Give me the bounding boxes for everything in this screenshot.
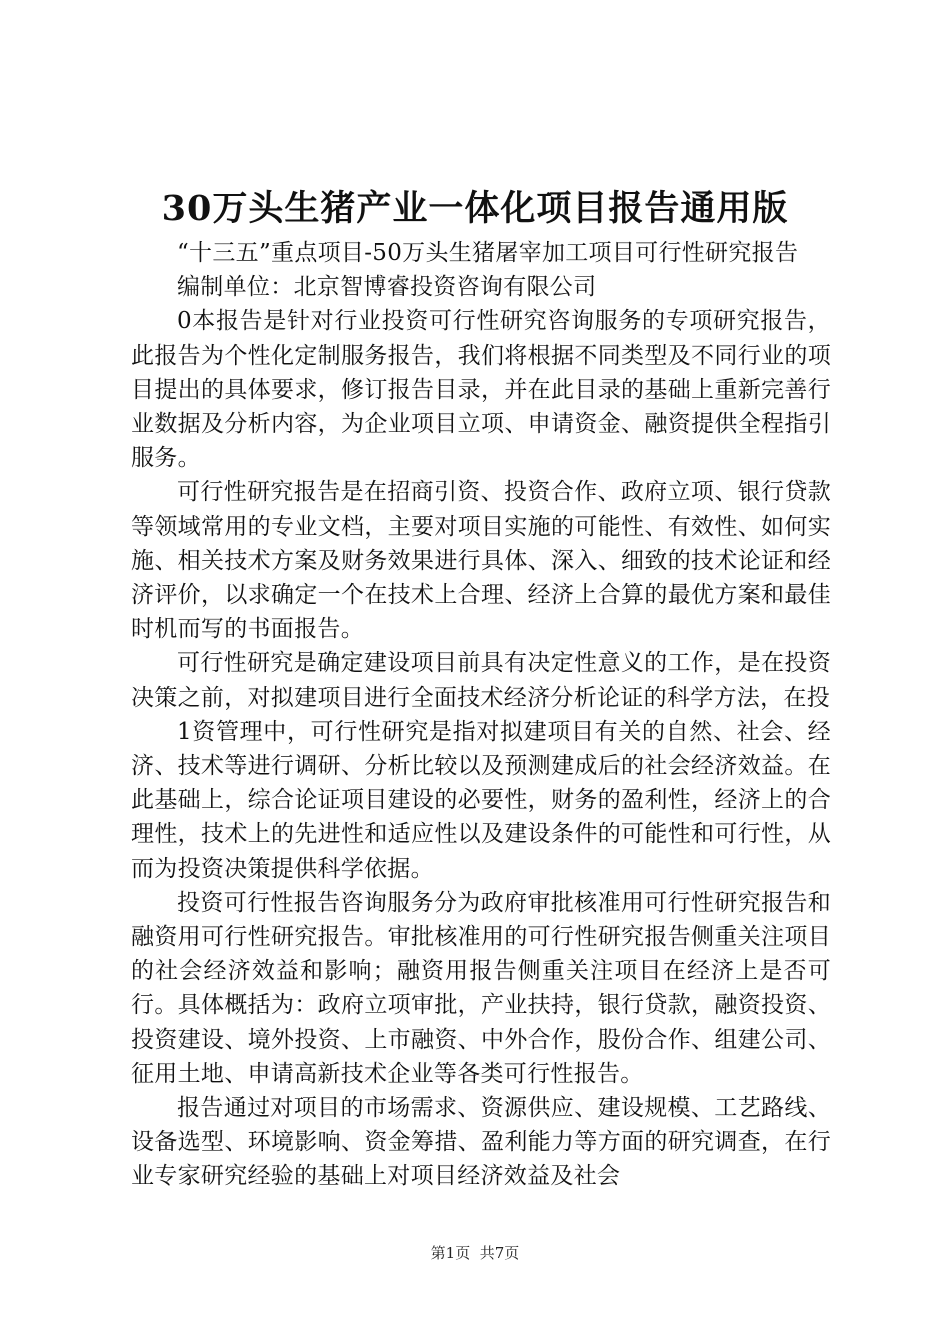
paragraph-service-types: 投资可行性报告咨询服务分为政府审批核准用可行性研究报告和融资用可行性研究报告。审批核准用的可行性研究报告侧重关注项目的社会经济效益和影响；融资用报告侧重关注项目在经济上是否可行。具体概括为：政府立项审批，产业扶持，银行贷款，融资投资、投资建设、境外投资、上市融资、中外合作，股份合作、组建公司、征用土地、申请高新技术企业等各类可行性报告。 — [131, 889, 831, 1087]
paragraph-definition: 可行性研究报告是在招商引资、投资合作、政府立项、银行贷款等领域常用的专业文档，主要对项目实施的可能性、有效性、如何实施、相关技术方案及财务效果进行具体、深入、细致的技术论证和经济评价，以求确定一个在技术上合理、经济上合算的最优方案和最佳时机而写的书面报告。 — [131, 479, 831, 643]
document-title: 30万头生猪产业一体化项目报告通用版 — [161, 188, 789, 229]
paragraph-subtitle: “十三五”重点项目-50万头生猪屠宰加工项目可行性研究报告 — [177, 240, 799, 266]
paragraph-research-scope: 报告通过对项目的市场需求、资源供应、建设规模、工艺路线、设备选型、环境影响、资金筹措、盈利能力等方面的研究调查，在行业专家研究经验的基础上对项目经济效益及社会 — [131, 1095, 831, 1190]
document-body — [131, 236, 831, 1194]
paragraph-importance: 可行性研究是确定建设项目前具有决定性意义的工作，是在投资决策之前，对拟建项目进行全面技术经济分析论证的科学方法，在投 — [131, 650, 831, 711]
page-total: 共7页 — [479, 1244, 520, 1262]
paragraph-intro: 0本报告是针对行业投资可行性研究咨询服务的专项研究报告，此报告为个性化定制服务报告，我们将根据不同类型及不同行业的项目提出的具体要求，修订报告目录，并在此目录的基础上重新完善行业数据及分析内容，为企业项目立项、申请资金、融资提供全程指引服务。 — [131, 308, 831, 472]
paragraph-compiler: 编制单位：北京智博睿投资咨询有限公司 — [177, 274, 597, 301]
page-number: 第1页 — [430, 1244, 471, 1262]
paragraph-management: 1资管理中，可行性研究是指对拟建项目有关的自然、社会、经济、技术等进行调研、分析比较以及预测建成后的社会经济效益。在此基础上，综合论证项目建设的必要性，财务的盈利性，经济上的合理性，技术上的先进性和适应性以及建设条件的可能性和可行性，从而为投资决策提供科学依据。 — [131, 718, 831, 882]
page-footer — [0, 1243, 950, 1263]
